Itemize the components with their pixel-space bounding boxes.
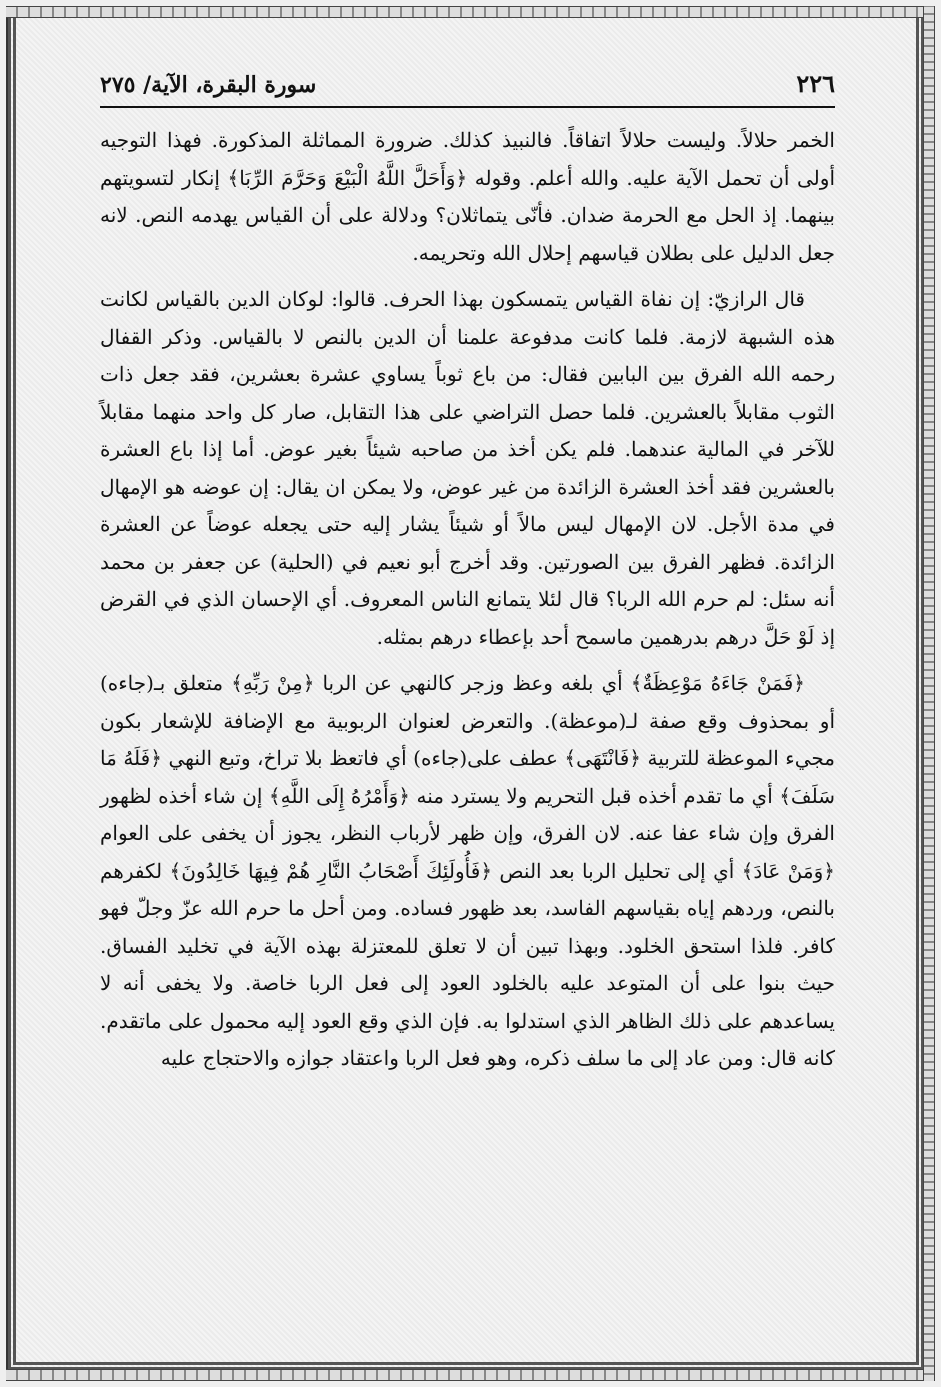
paragraph-2: قال الرازيّ: إن نفاة القياس يتمسكون بهذا الحرف. قالوا: لوكان الدين بالقياس لكانت هذه الشبهة لازمة. فلما كانت مدفوعة علمنا أن الدين بالنص لا بالقياس. وذكر القفال رحمه الله الفرق بين البابين فقال: من باع ثوباً يساوي عشرة بعشرين، فقد جعل ذات الثوب مقابلاً بالعشرين. فلما حصل التراضي على هذا التقابل، صار كل واحد منهما مقابلاً للآخر في المالية عندهما. فلم يكن أخذ من صاحبه شيئاً بغير عوض. أما إذا باع العشرة بالعشرين فقد أخذ العشرة الزائدة من غير عوض، ولا يمكن ان يقال: إن عوضه هو الإمهال في مدة الأجل. لان الإمهال ليس مالاً أو شيئاً يشار إليه حتى يجعله عوضاً عن العشرة الزائدة. فظهر الفرق بين الصورتين. وقد أخرج أبو نعيم في (الحلية) عن جعفر بن محمد أنه سئل: لم حرم الله الربا؟ قال لئلا يتمانع الناس المعروف. أي الإحسان الذي في القرض إذ لَوْ حَلَّ درهم بدرهمين ماسمح أحد بإعطاء درهم بمثله. <box>100 287 835 649</box>
paragraph-3: ﴿فَمَنْ جَاءَهُ مَوْعِظَةٌ﴾ أي بلغه وعظ وزجر كالنهي عن الربا ﴿مِنْ رَبِّهِ﴾ متعلق بـ(جاءه) أو بمحذوف وقع صفة لـ(موعظة). والتعرض لعنوان الربوبية مع الإضافة للإشعار بكون مجيء الموعظة للتربية ﴿فَانْتَهَى﴾ عطف على(جاءه) أي فاتعظ بلا تراخ، وتبع النهي ﴿فَلَهُ مَا سَلَفَ﴾ أي ما تقدم أخذه قبل التحريم ولا يسترد منه ﴿وَأَمْرُهُ إِلَى اللَّهِ﴾ إن شاء أخذه لظهور الفرق وإن شاء عفا عنه. لان الفرق، وإن ظهر لأرباب النظر، يجوز أن يخفى على العوام ﴿وَمَنْ عَادَ﴾ أي إلى تحليل الربا بعد النص ﴿فَأُولَئِكَ أَصْحَابُ النَّارِ هُمْ فِيهَا خَالِدُونَ﴾ لكفرهم بالنص، وردهم إياه بقياسهم الفاسد، بعد ظهور فساده. ومن أحل ما حرم الله عزّ وجلّ فهو كافر. فلذا استحق الخلود. وبهذا تبين أن لا تعلق للمعتزلة بهذه الآية في تخليد الفساق. حيث بنوا على أن المتوعد عليه بالخلود العود إلى فعل الربا خاصة. ولا يخفى أنه لا يساعدهم على ذلك الظاهر الذي استدلوا به. فإن الذي وقع العود إليه محمول على ماتقدم. كانه قال: ومن عاد إلى ما سلف ذكره، وهو فعل الربا واعتقاد جوازه والاحتجاج عليه <box>100 671 835 1070</box>
page-body <box>100 122 835 1078</box>
running-title: سورة البقرة، الآية/ ٢٧٥ <box>100 72 317 98</box>
book-page <box>100 58 835 1087</box>
page-header <box>100 58 835 108</box>
border-bottom-ornament <box>6 1369 935 1381</box>
page-number: ٢٢٦ <box>796 69 835 98</box>
paragraph-1: الخمر حلالاً. وليست حلالاً اتفاقاً. فالنبيذ كذلك. ضرورة المماثلة المذكورة. فهذا التوجيه أولى أن تحمل الآية عليه. والله أعلم. وقوله ﴿وَأَحَلَّ اللَّهُ الْبَيْعَ وَحَرَّمَ الرِّبَا﴾ إنكار لتسويتهم بينهما. إذ الحل مع الحرمة ضدان. فأنّى يتماثلان؟ ودلالة على أن القياس يهدمه النص. لانه جعل الدليل على بطلان قياسهم إحلال الله وتحريمه. <box>100 128 835 265</box>
border-right-ornament <box>923 6 935 1381</box>
border-top-ornament <box>6 6 935 18</box>
